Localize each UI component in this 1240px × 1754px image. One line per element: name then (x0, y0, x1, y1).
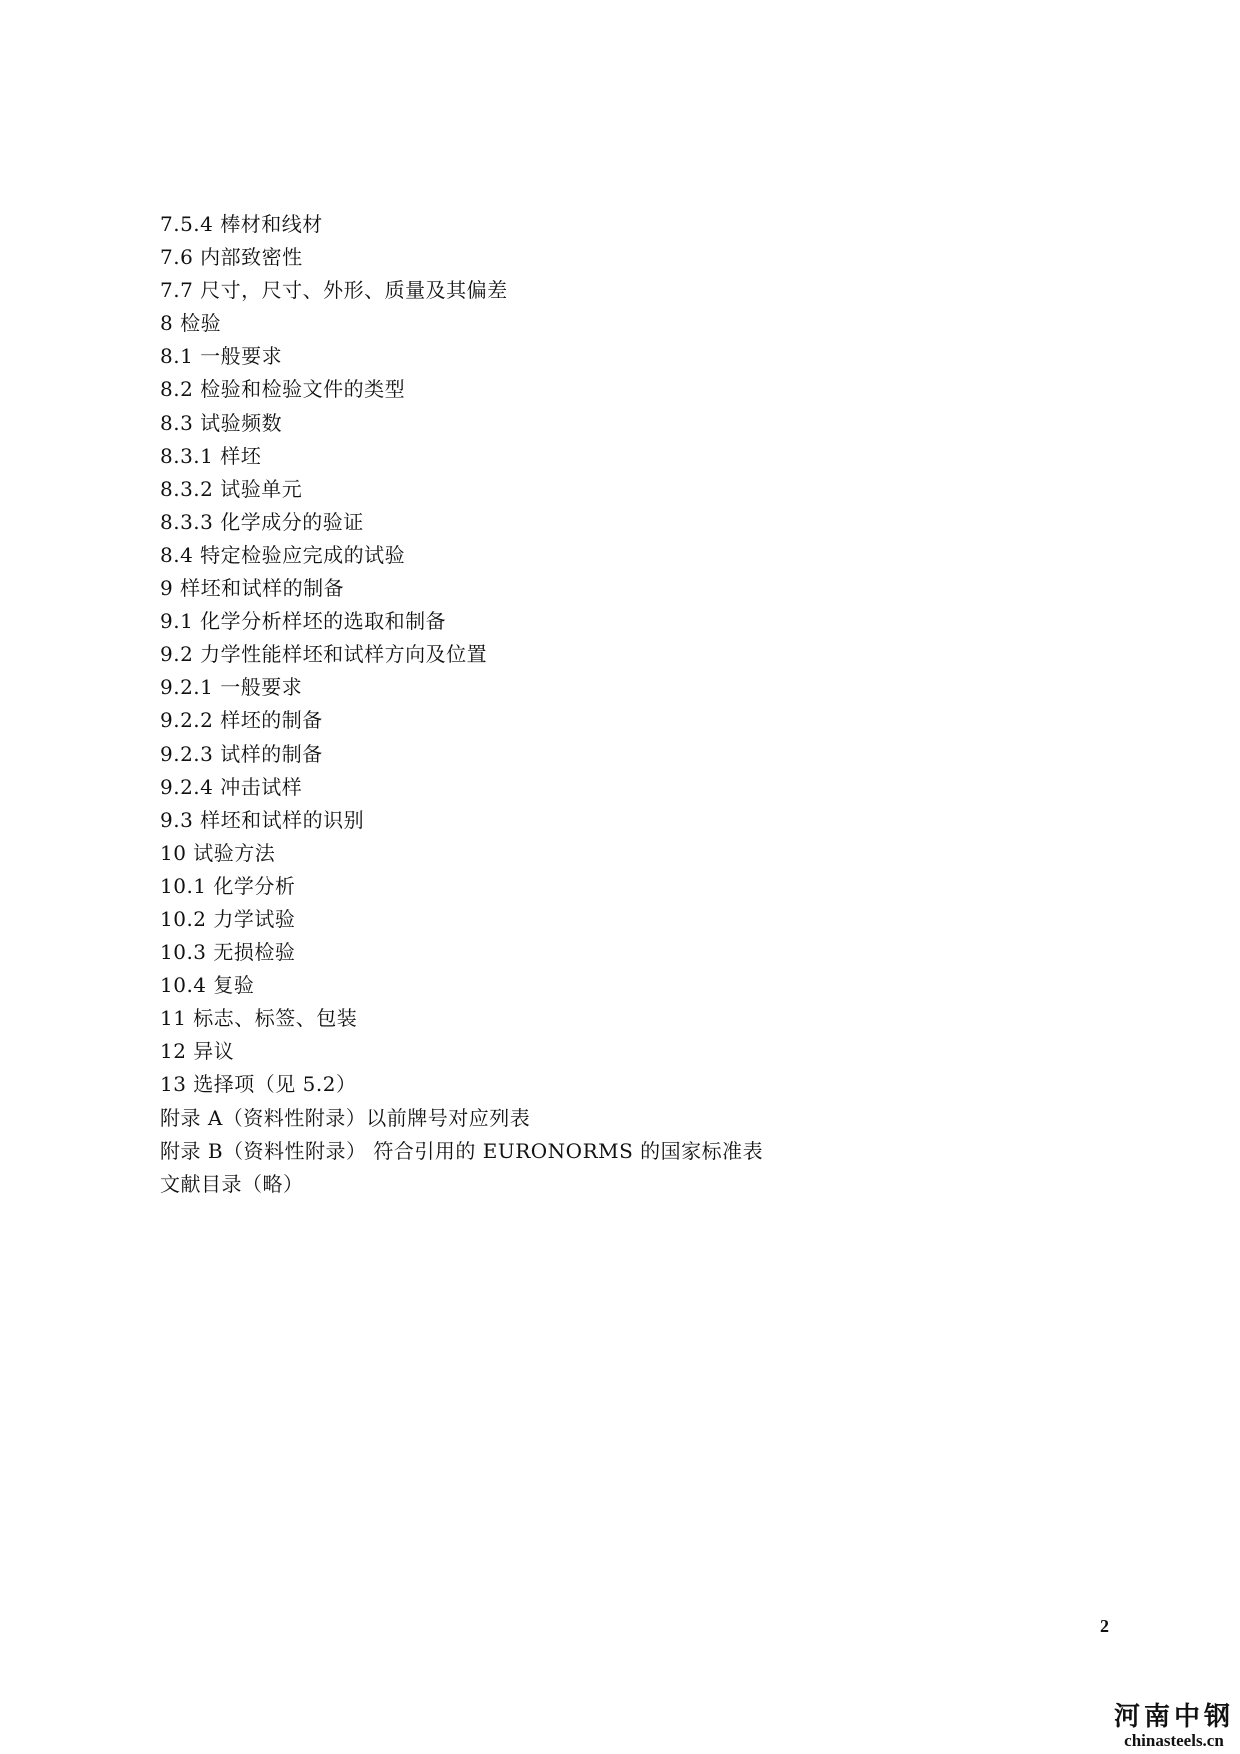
table-of-contents (160, 208, 1060, 1201)
toc-entry: 10.3 无损检验 (160, 940, 296, 965)
toc-entry: 附录 A（资料性附录）以前牌号对应列表 (160, 1105, 531, 1130)
toc-entry: 8.3.2 试验单元 (160, 476, 303, 501)
watermark-site: chinasteels.cn (1124, 1731, 1224, 1750)
toc-entry: 9 样坯和试样的制备 (160, 576, 345, 601)
toc-entry: 9.3 样坯和试样的识别 (160, 807, 365, 832)
toc-entry: 8.3.3 化学成分的验证 (160, 509, 364, 534)
toc-entry: 7.5.4 棒材和线材 (160, 212, 323, 236)
toc-entry: 10.1 化学分析 (160, 873, 296, 898)
toc-entry: 9.2 力学性能样坯和试样方向及位置 (160, 642, 488, 667)
toc-entry: 8.2 检验和检验文件的类型 (160, 377, 406, 402)
toc-entry: 8.3 试验频数 (160, 410, 283, 435)
toc-entry: 9.2.3 试样的制备 (160, 741, 323, 766)
toc-entry: 8.1 一般要求 (160, 344, 283, 369)
toc-entry: 11 标志、标签、包装 (160, 1006, 358, 1031)
toc-entry: 8 检验 (160, 311, 222, 336)
toc-entry: 10.2 力学试验 (160, 906, 296, 931)
toc-entry: 13 选择项（见 5.2） (160, 1072, 357, 1097)
toc-entry: 9.2.1 一般要求 (160, 675, 303, 700)
toc-entry: 10 试验方法 (160, 840, 276, 865)
watermark-chinese: 河南中钢 (1113, 1702, 1234, 1732)
toc-entry: 7.6 内部致密性 (160, 245, 303, 270)
watermark-logo (1114, 1702, 1234, 1750)
toc-entry: 7.7 尺寸，尺寸、外形、质量及其偏差 (160, 278, 508, 303)
toc-entry: 9.1 化学分析样坯的选取和制备 (160, 609, 447, 634)
toc-entry: 8.3.1 样坯 (160, 443, 262, 468)
toc-entry: 8.4 特定检验应完成的试验 (160, 542, 406, 567)
toc-entry: 9.2.4 冲击试样 (160, 774, 303, 799)
toc-entry: 文献目录（略） (160, 1171, 304, 1196)
toc-entry: 10.4 复验 (160, 973, 255, 998)
toc-entry: 附录 B（资料性附录） 符合引用的 EURONORMS 的国家标准表 (160, 1138, 764, 1163)
page-number: 2 (1100, 1616, 1109, 1636)
toc-entry: 12 异议 (160, 1039, 235, 1064)
toc-entry: 9.2.2 样坯的制备 (160, 708, 323, 733)
